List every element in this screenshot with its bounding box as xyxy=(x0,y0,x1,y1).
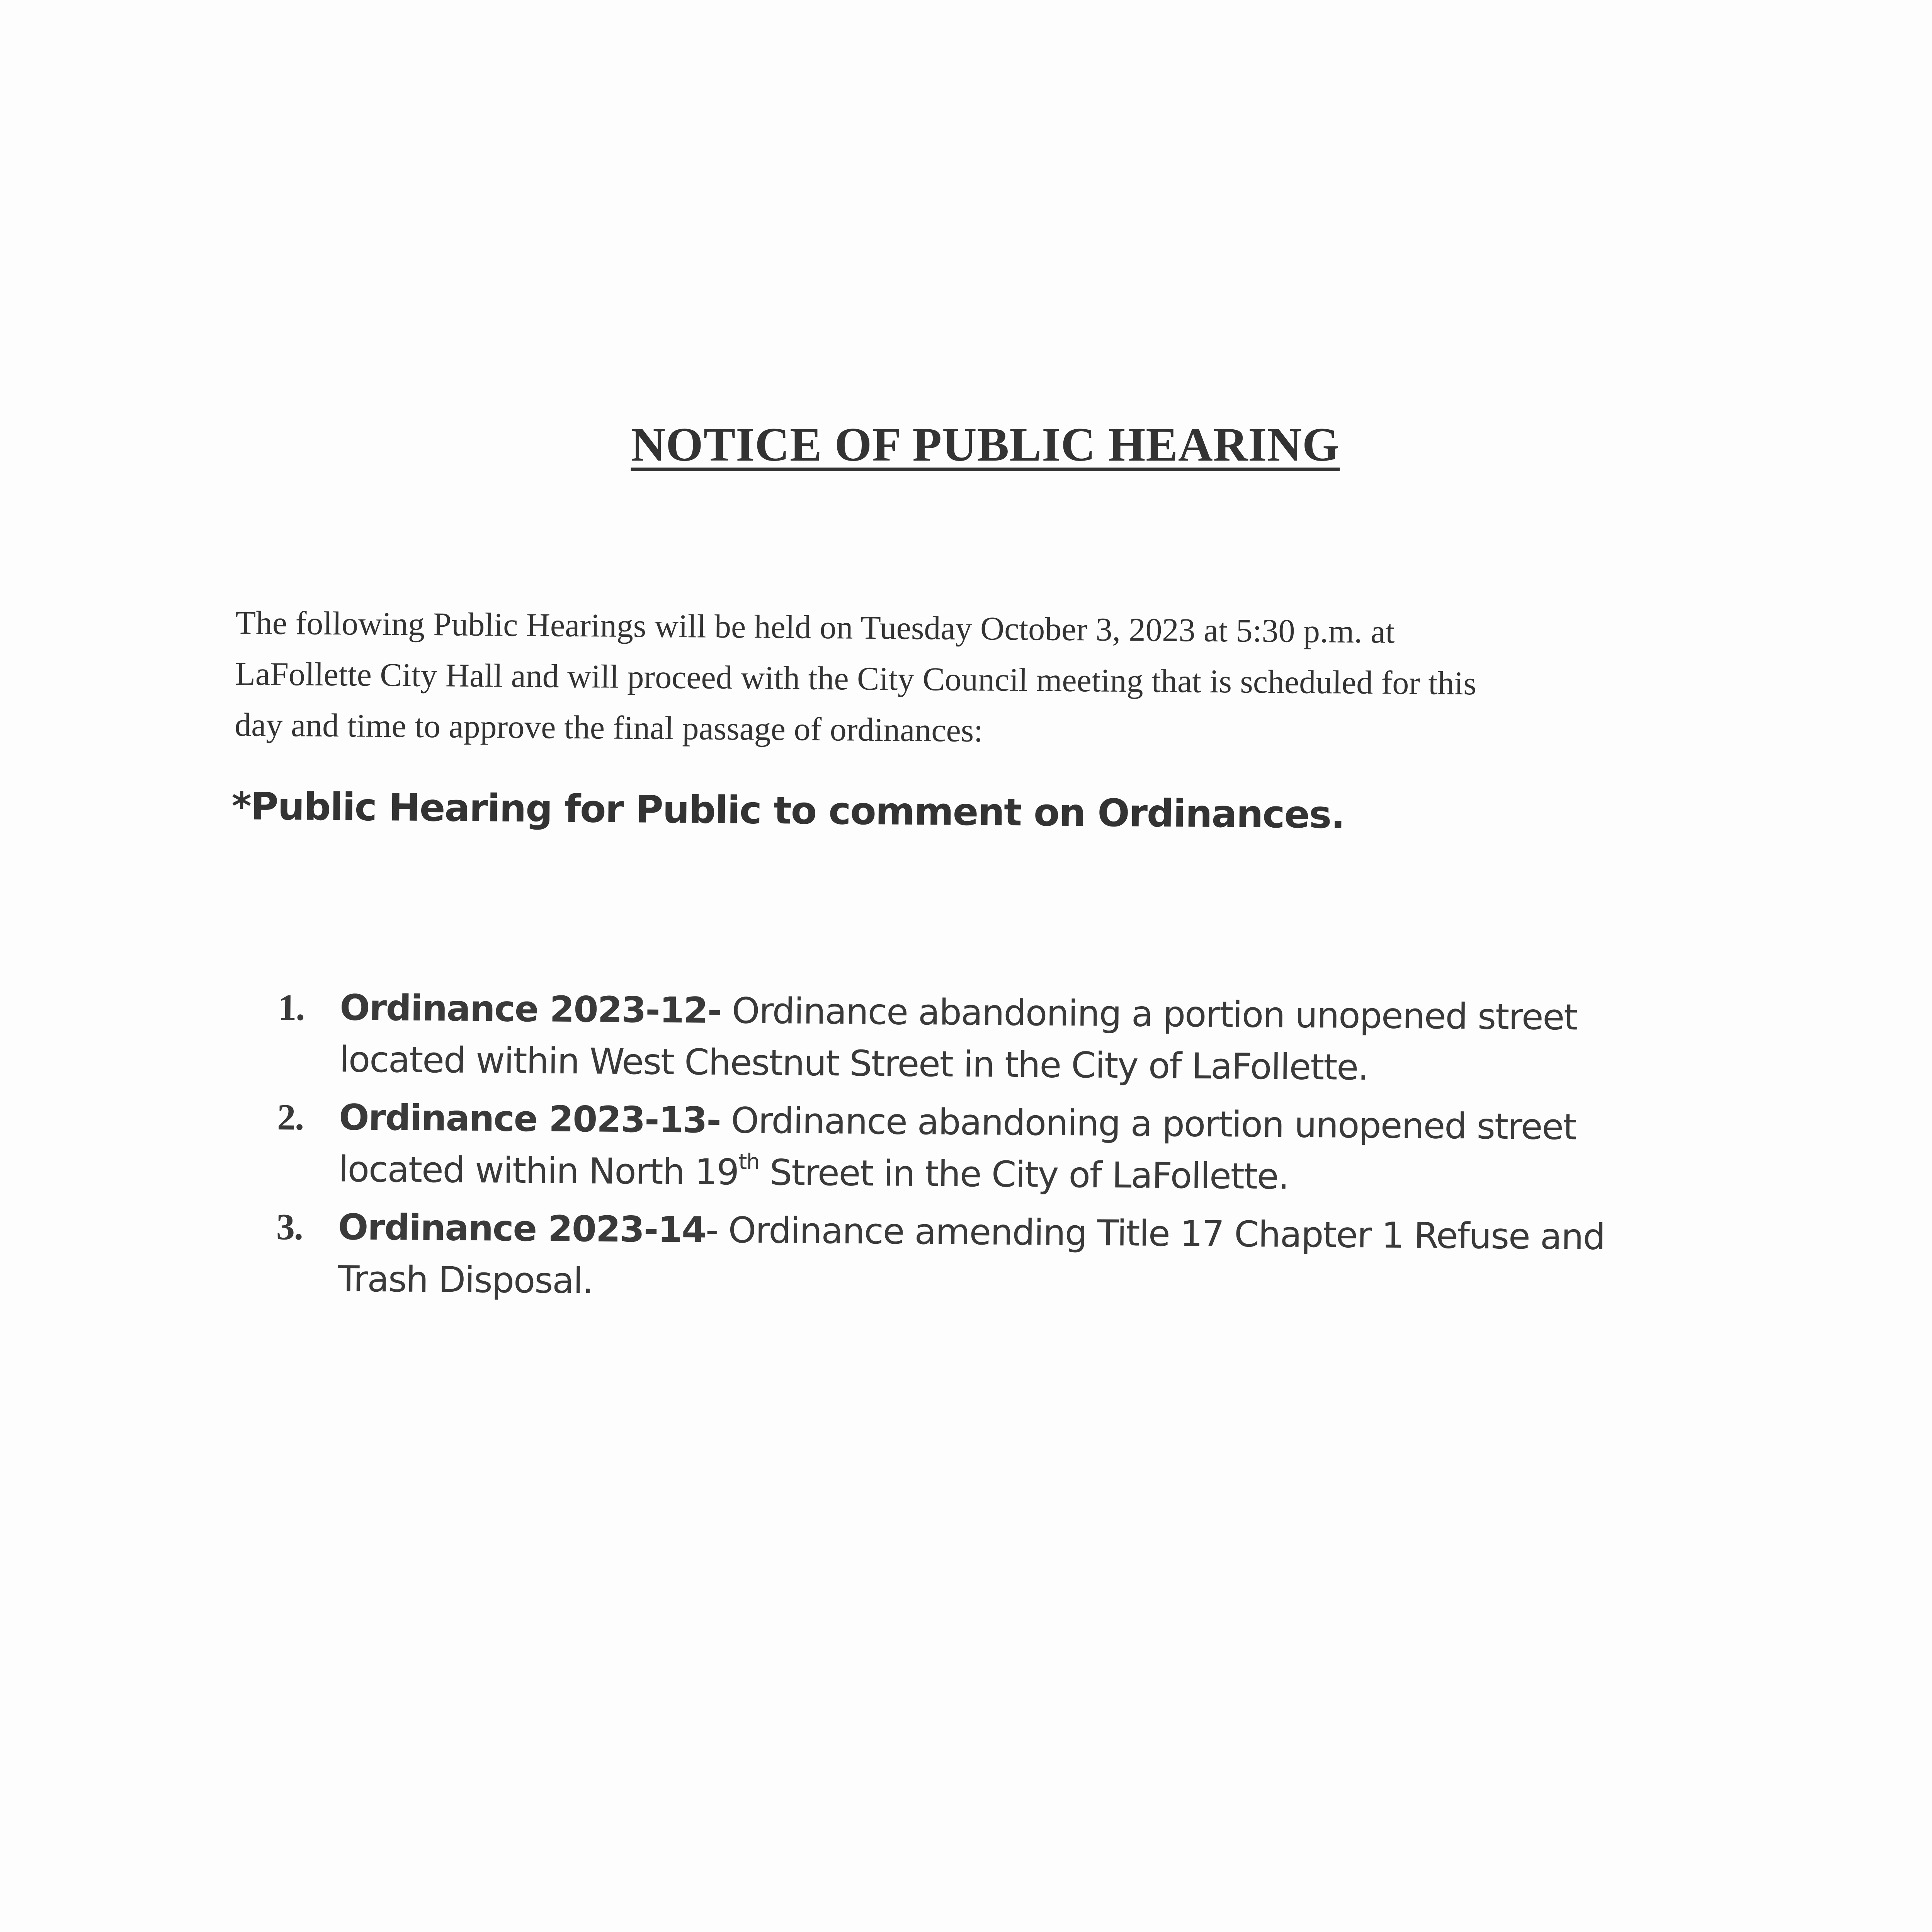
ordinance-description-continued xyxy=(338,1143,1707,1206)
ordinance-text: Street in the City of LaFollette. xyxy=(759,1151,1289,1197)
ordinal-superscript: th xyxy=(738,1149,760,1175)
ordinance-name: Ordinance 2023-13- xyxy=(338,1097,721,1141)
ordinance-number: 3. xyxy=(276,1206,303,1248)
subheading: *Public Hearing for Public to comment on Ordinances. xyxy=(231,784,1345,837)
intro-line: LaFollette City Hall and will proceed with the City Council meeting that is scheduled for this xyxy=(235,655,1477,702)
ordinance-description-continued: Trash Disposal. xyxy=(337,1258,593,1302)
intro-paragraph xyxy=(235,597,1704,762)
ordinance-item xyxy=(276,1201,1706,1316)
ordinance-description: - Ordinance amending Title 17 Chapter 1 Refuse and xyxy=(705,1209,1605,1258)
ordinance-item xyxy=(277,981,1708,1096)
intro-line: The following Public Hearings will be held on Tuesday October 3, 2023 at 5:30 p.m. at xyxy=(235,604,1395,650)
ordinance-text: located within North 19 xyxy=(338,1148,739,1193)
ordinance-list xyxy=(276,981,1708,1322)
ordinance-description: Ordinance abandoning a portion unopened street xyxy=(721,990,1577,1038)
ordinance-description: Ordinance abandoning a portion unopened street xyxy=(720,1100,1577,1148)
ordinance-number: 1. xyxy=(278,986,304,1028)
ordinance-number: 2. xyxy=(277,1096,304,1138)
ordinance-item xyxy=(277,1091,1707,1206)
title-text: NOTICE OF PUBLIC HEARING xyxy=(631,418,1340,471)
page-title xyxy=(0,417,1932,472)
ordinance-name: Ordinance 2023-12- xyxy=(340,987,722,1032)
intro-line: day and time to approve the final passage of ordinances: xyxy=(235,706,983,749)
ordinance-name: Ordinance 2023-14 xyxy=(338,1206,706,1251)
ordinance-description-continued: located within West Chestnut Street in the City of LaFollette. xyxy=(339,1039,1369,1088)
